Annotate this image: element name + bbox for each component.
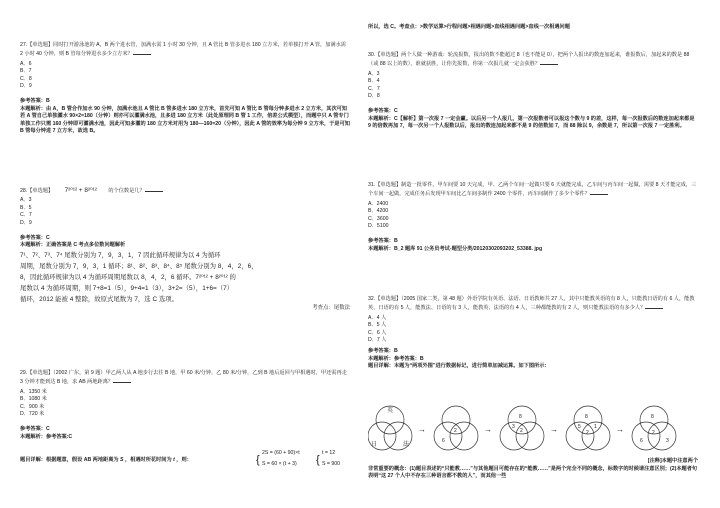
question-27-option-d[interactable]: D．9 — [20, 83, 32, 90]
analysis-line: 周期，尾数分别为 7，9，3，1 循环；8¹、8²、8³、8⁴、8⁵ 尾数分别为 8，4，2，6， — [20, 262, 258, 270]
var-s: S — [120, 457, 124, 464]
question-27-option-b[interactable]: B．7 — [20, 68, 32, 75]
question-32-option-b[interactable]: B．5 人 — [368, 322, 387, 329]
venn-label-top: 英 — [387, 408, 394, 414]
question-29-option-d[interactable]: D．720 米 — [20, 411, 45, 418]
var-t: t — [173, 457, 175, 464]
arrow-icon: → — [484, 425, 492, 434]
question-32-option-a[interactable]: A．4 人 — [368, 314, 387, 321]
right-top-line: 所以，选 C。考查点：>数学运算>行程问题>相遇问题>直线相遇问题>直线一次相遇问题 — [368, 24, 570, 30]
question-31-option-c[interactable]: C．3600 — [368, 215, 389, 222]
question-30-option-c[interactable]: C．7 — [368, 85, 380, 92]
question-31-stem: 31.【单选题】制造一批零件，甲车间要 10 天完成，甲、乙两个车间一起做只要 6 天就能完成，乙车间与丙车间一起做，需要 8 天才能完成，三个车间一起做，完成任务后发现甲车间比乙车间多制作 2400 个零件，丙车间制作了多少个零件？ — [368, 182, 697, 198]
question-29-answer: 参考答案：C — [20, 426, 50, 433]
question-28-answer: 参考答案：C — [20, 235, 50, 242]
venn-number: 2 — [586, 430, 589, 436]
question-29-option-c[interactable]: C．900 米 — [20, 403, 45, 410]
question-31-option-d[interactable]: D．5100 — [368, 223, 389, 230]
question-30 — [368, 52, 698, 131]
question-28-stem: 28.【单选题】 7²⁰¹² + 8²⁰¹² 的个位数是几？ — [20, 186, 350, 195]
arrow-icon: → — [418, 425, 426, 434]
question-30-option-b[interactable]: B．4 — [368, 78, 380, 85]
question-27-stem: 27.【单选题】同时打开游泳池的 A，B 两个进水管，加满水需 1 小时 30 分钟，且 A 管比 B 管多进水 180 立方米，若单独打开 A 管，加满水需 2 小时 40 分钟，则 B 管每分钟进水多少立方米？ — [20, 42, 346, 58]
solution-line: S = 900 — [322, 461, 341, 468]
question-29 — [20, 370, 350, 473]
question-27 — [20, 42, 350, 135]
question-30-option-a[interactable]: A．3 — [368, 70, 380, 77]
venn-number: 2 — [454, 428, 457, 434]
analysis-line: 循环，2012 能被 4 整除，故原式尾数为 7，选 C 选项。 — [20, 295, 179, 303]
question-30-stem: 30.【单选题】两个人做一种游戏：轮流报数，报出的数不能超过 8（也不能是 0），把两个人报出的数连加起来，谁报数后，加起来的数是 88（或 88 以上的数），谁就获胜，让你先报数，你第一次报几就一定会获胜？ — [368, 52, 690, 68]
question-30-analysis: 本题解析：C【解析】第一次报 7 一定会赢。以后另一个人报几，第一次报数者可以报这个数与 9 的差，这样，每一次报数后的数连加起来都是 9 的倍数再加 7，每一次另一个人报数以后，报出的数连加起来都不是 9 的倍数加 7，而 88 除以 9，余数是 7，所以第一次报 7 一定胜利。 — [368, 115, 695, 130]
equation-line: S = 60 × (t + 3) — [262, 461, 297, 468]
question-28-tag: 考查点：尾数法 — [312, 304, 350, 311]
question-32 — [368, 296, 698, 371]
venn-diagram-strip — [368, 402, 698, 458]
venn-label-right: 法 — [403, 442, 410, 448]
question-29-option-b[interactable]: B．1080 米 — [20, 396, 47, 403]
analysis-line: 7¹、7²、7³、7⁴ 尾数分别为 7，9，3，1，7 因此循环规律为以 4 为循环 — [20, 251, 221, 259]
question-29-stem: 29.【单选题】（2002 广东，第 9 题）甲乙两人从 A 地步行去往 B 地，甲 60 米/分钟，乙 80 米/分钟，乙到 B 地后返回与甲相遇时，甲还需再走 3 分钟才能到达 B 地，求 AB 两地距离？ — [20, 370, 347, 386]
question-32-analysis-line: 题目详解：本题为“两项外围”进行数据标记，进行简单加减运算。如下图所示： — [368, 363, 550, 370]
question-32-analysis-head: 本题解析：参考答案：B — [368, 355, 424, 362]
venn-number: 2 — [652, 430, 655, 436]
question-32-note: 非常重要的概念：(1)题目表述的“只能教……”与其他题目可能存在的“能教……”是两个完全不同的概念，标数字的时候请注意区别；(2)本题者句表明“这 27 个人中不存在三种语言都不教的人”，而其他一些 — [368, 466, 698, 480]
question-30-answer: 参考答案：C — [368, 108, 398, 115]
question-31-option-b[interactable]: B．4200 — [368, 208, 389, 215]
question-32-note-tag: [注释]本题中注意两个 — [647, 458, 698, 464]
arrow-icon: → — [550, 425, 558, 434]
question-32-option-d[interactable]: D．7 人 — [368, 337, 387, 344]
question-28-analysis-body — [20, 250, 350, 305]
question-27-answer: 参考答案：B — [20, 98, 50, 105]
question-27-option-a[interactable]: A．6 — [20, 60, 32, 67]
venn-number: 5 — [578, 424, 581, 430]
venn-number: 3 — [666, 438, 669, 444]
arrow-icon: → — [616, 425, 624, 434]
solution-line: t = 12 — [322, 450, 336, 457]
question-31-analysis: 本题解析：B_2 题库 91 公务员考试-题型分类/20120302093202_53388. jpg — [368, 245, 543, 252]
venn-number: 8 — [519, 414, 522, 420]
question-32-option-c[interactable]: C．6 人 — [368, 329, 387, 336]
question-31 — [368, 182, 698, 253]
equation-line: 2S = (60 + 90)×t — [262, 450, 300, 457]
analysis-line: 尾数以 4 为循环周期，则 7+8=1（5），9+4=1（3），3+2=（5），1+6=（7） — [20, 284, 234, 292]
question-31-option-a[interactable]: A．2400 — [368, 200, 389, 207]
question-32-answer: 参考答案：B — [368, 348, 398, 355]
question-28 — [20, 186, 350, 312]
question-28-option-b[interactable]: B．5 — [20, 204, 32, 211]
venn-number: 6 — [640, 438, 643, 444]
venn-label-left: 日 — [371, 442, 378, 448]
question-28-analysis-head: 本题解析：正确答案是 C 考点多位数问题解析 — [20, 242, 126, 249]
question-28-option-c[interactable]: C．7 — [20, 212, 32, 219]
question-31-answer: 参考答案：B — [368, 238, 398, 245]
venn-number: 6 — [442, 438, 445, 444]
question-30-option-d[interactable]: D．8 — [368, 93, 380, 100]
question-27-option-c[interactable]: C．8 — [20, 75, 32, 82]
question-28-option-d[interactable]: D．9 — [20, 219, 32, 226]
venn-diagram-5 — [632, 406, 676, 450]
venn-number: 3 — [512, 424, 515, 430]
question-29-analysis-head: 本题解析：参考答案:C — [20, 433, 73, 440]
venn-diagram-4 — [566, 406, 610, 450]
question-28-option-a[interactable]: A．3 — [20, 197, 32, 204]
question-29-detail: 题目详解：根据题意，假设 AB 两地距离为 S ，相遇时所花时间为 t ，则： { 2S = (60 + 90)×t S = 60 × (t + 3) { t = 12 S = 900 — [20, 450, 341, 468]
question-27-analysis: 本题解析：由 A，B 管合作加水 90 分钟，加满水池且 A 管比 B 管多进水 180 立方米，首先可知 A 管比 B 管每分钟多进水 2 立方米，其次可知若 A 管自己单独灌水 90×2=180（分钟）则亦可以灌满水池，且多进 180 立方米（此处原理同 B 管 1 工作，倍差公式模型），而题中只 A 管专门单独工作只需 160 分钟即可灌满水池，因此可知多灌的 180 立方米对用为 180—160=20（分钟），因此 A 管的效率为每分钟 9 立方米，于是可知 B 管每分钟进 7 立方米，故选 B。 — [20, 105, 350, 135]
venn-number: 8 — [585, 414, 588, 420]
question-29-option-a[interactable]: A．1350 米 — [20, 388, 47, 395]
question-28-expression: 7²⁰¹² + 8²⁰¹² — [64, 187, 97, 194]
analysis-line: 8，因此循环规律为以 4 为循环周期尾数以 8，4，2，6 循环。7²⁰¹² + 8²⁰¹² 的 — [20, 273, 236, 281]
venn-number: 1 — [594, 424, 597, 430]
venn-number: 2 — [520, 428, 523, 434]
question-32-stem: 32.【单选题】（2005 国家二类，第 48 题）外语学院有英语、法语、日语教师共 27 人，其中只能教英语的有 8 人，只能教日语的有 6 人，能教英、日语的有 5 人，能教法、日语的有 3 人，能教英、法语的有 4 人，三种都能教的有 2 人，则只能教法语的有多少人？ — [368, 296, 695, 312]
venn-number: 8 — [651, 414, 654, 420]
